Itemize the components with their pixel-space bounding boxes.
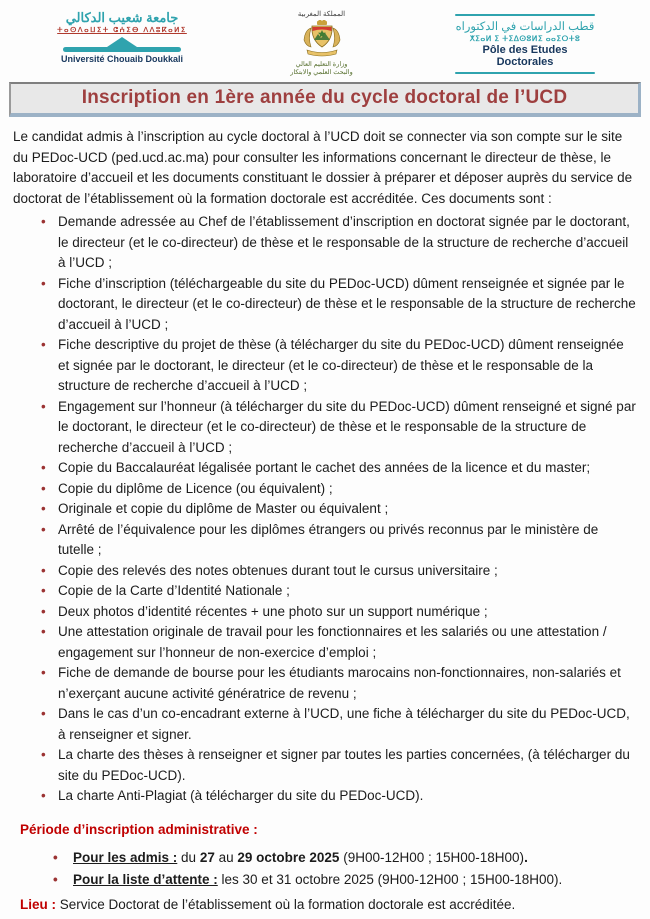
- bottom-rule: [455, 72, 595, 74]
- admis-seg2: au: [214, 850, 238, 865]
- document-item: • Arrêté de l’équivalence pour les diplômes étrangers ou privés reconnus par le ministère de tutelle ;: [39, 520, 637, 561]
- ministry-name-arabic-line1: وزارة التعليم العالي: [295, 61, 348, 68]
- document-item: • Fiche descriptive du projet de thèse (à télécharger du site du PEDoc-UCD) dûment renseignée et signée par le doctorant, le directeur (et le co-directeur) de thèse et le responsable de la structure de recherche d’accueil à l’UCD ;: [39, 335, 637, 397]
- document-item: • Une attestation originale de travail pour les fonctionnaires et les salariés ou une attestation / engagement sur l’honneur de non-exercice d’emploi ;: [39, 622, 637, 663]
- pole-etudes-doctorales-logo: [455, 10, 595, 74]
- admis-date-start: 27: [199, 850, 215, 865]
- attente-label: Pour la liste d’attente :: [73, 871, 218, 887]
- pole-name-tifinagh: ⵅⵉⴰⵍ ⵉ ⵜⵉⵠⵙⵓⵍⵉ ⴰⴰⵉⵔⵜⵓ: [469, 34, 581, 43]
- document-item: • Originale et copie du diplôme de Master ou équivalent ;: [39, 499, 637, 520]
- document-item: • Demande adressée au Chef de l’établissement d’inscription en doctorat signée par le doctorant, le directeur (et le co-directeur) de thèse et le responsable de la structure de recherche d’accueil à l’UCD ;: [39, 212, 637, 274]
- period-heading: Période d’inscription administrative :: [20, 821, 258, 837]
- document-title-bar: [9, 82, 641, 117]
- ministry-name-arabic-line2: والبحث العلمي والابتكار: [290, 68, 353, 76]
- kingdom-name-arabic: المملكة المغربية: [297, 11, 346, 18]
- documents-list: [13, 212, 637, 807]
- document-item: • La charte Anti-Plagiat (à télécharger du site du PEDoc-UCD).: [39, 786, 637, 807]
- admis-period-end: .: [524, 850, 528, 865]
- pole-name-latin: Pôle des Etudes Doctorales: [482, 44, 568, 68]
- document-item: • Copie des relevés des notes obtenues durant tout le cursus universitaire ;: [39, 561, 637, 582]
- location-label: Lieu :: [20, 897, 56, 912]
- attente-dates: les 30 et 31 octobre 2025 (9H00-12H00 ; 15H00-18H00).: [217, 871, 563, 887]
- top-rule: [455, 14, 595, 16]
- pole-name-arabic: قطب الدراسات في الدكتوراه: [455, 21, 595, 33]
- admis-hours: (9H00-12H00 ; 15H00-18H00): [339, 850, 525, 865]
- admis-date-end: 29 octobre 2025: [237, 850, 340, 865]
- document-item: • Copie de la Carte d’Identité Nationale ;: [39, 581, 637, 602]
- page-title: Inscription en 1ère année du cycle doctoral de l’UCD: [81, 87, 568, 108]
- ministry-logo: [275, 10, 369, 76]
- document-item: • La charte des thèses à renseigner et signer par toutes les parties concernées, (à télécharger du site du PEDoc-UCD).: [39, 745, 637, 786]
- period-item-admis: [53, 848, 637, 869]
- document-item: • Dans le cas d’un co-encadrant externe à l’UCD, une fiche à télécharger du site du PEDoc-UCD, à renseigner et signer.: [39, 704, 637, 745]
- document-body: [0, 127, 650, 916]
- document-item: • Copie du Baccalauréat légalisée portant le cachet des années de la licence et du master;: [39, 458, 637, 479]
- university-name-arabic: جامعة شعيب الدكالي: [65, 10, 179, 25]
- header-logos: [0, 0, 650, 80]
- location-line: [20, 895, 637, 916]
- period-item-attente: [53, 870, 637, 891]
- admis-label: Pour les admis :: [73, 850, 178, 865]
- morocco-coat-of-arms-icon: [299, 20, 345, 60]
- university-name-latin: Université Chouaib Doukkali: [60, 54, 184, 64]
- document-item: • Fiche de demande de bourse pour les étudiants marocains non-fonctionnaires, non-salariés et n’exerçant aucune activité génératrice de revenu ;: [39, 663, 637, 704]
- period-list: [53, 848, 637, 890]
- university-name-tifinagh: ⵜⴰⵙⴷⴰⵡⵉⵜ ⵛⵄⵉⴱ ⴷⴷⵓⴽⴰⵍⵉ: [57, 27, 187, 34]
- admis-seg1: du: [177, 850, 200, 865]
- ucd-university-logo: [56, 10, 188, 64]
- document-item: • Fiche d’inscription (téléchargeable du site du PEDoc-UCD) dûment renseignée et signée par le doctorant, le directeur (et le co-directeur) de thèse et le responsable de la structure de recherche d’accueil à l’UCD ;: [39, 274, 637, 336]
- location-text: Service Doctorat de l’établissement où la formation doctorale est accréditée.: [56, 897, 516, 912]
- document-item: • Copie du diplôme de Licence (ou équivalent) ;: [39, 479, 637, 500]
- document-item: • Engagement sur l’honneur (à télécharger du site du PEDoc-UCD) dûment renseigné et signé par le doctorant, le directeur (et le co-directeur) de thèse et le responsable de la structure de recherche d’accueil à l’UCD ;: [39, 397, 637, 459]
- university-logo-mark-icon: [62, 36, 182, 53]
- document-item: • Deux photos d’identité récentes + une photo sur un support numérique ;: [39, 602, 637, 623]
- intro-paragraph: Le candidat admis à l’inscription au cycle doctoral à l’UCD doit se connecter via son compte sur le site du PEDoc-UCD (ped.ucd.ac.ma) pour consulter les informations concernant le directeur de thèse, le laboratoire d’accueil et les documents constituant le dossier à préparer et déposer auprès du service de doctorat de l’établissement où la formation doctorale est accréditée. Ces documents sont :: [13, 129, 633, 206]
